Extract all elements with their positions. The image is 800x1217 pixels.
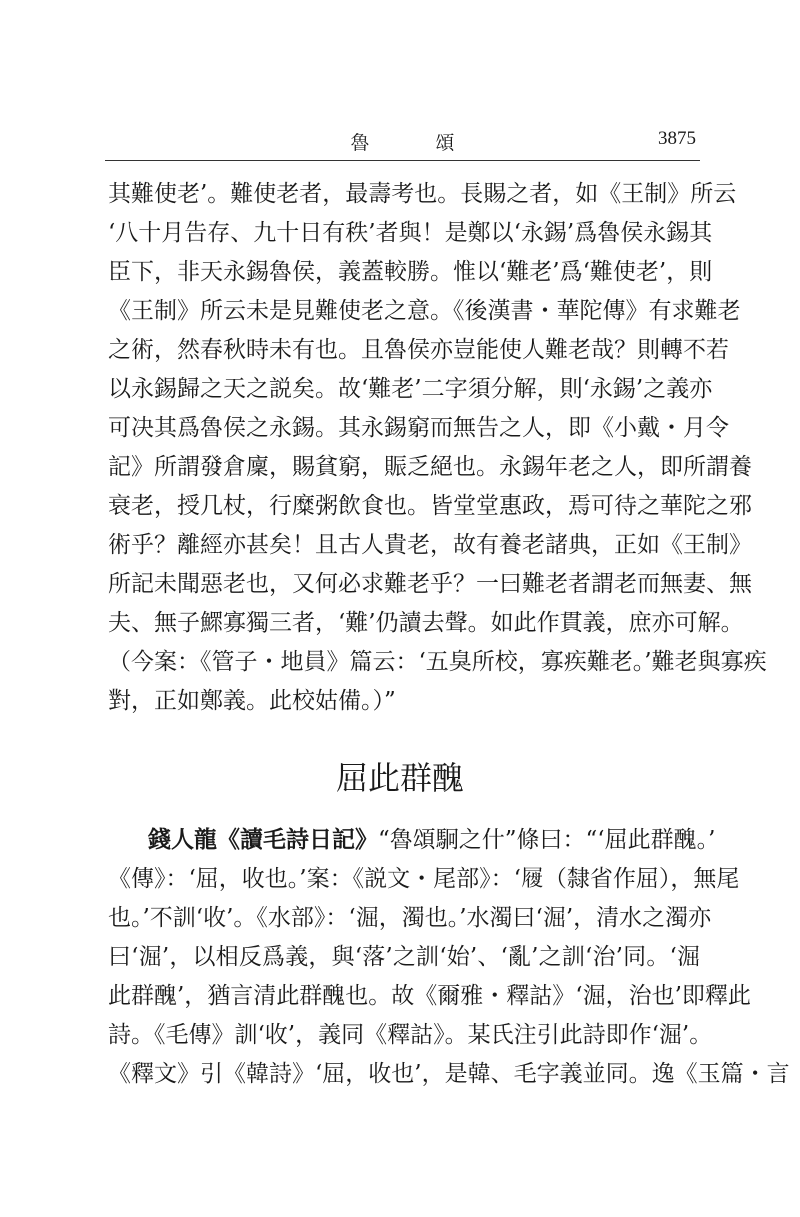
page-header [105,128,700,162]
citation-rest: “魯頌駉之什”條曰：“‘屈此群醜。’ [378,827,716,853]
text-line-first [108,821,716,860]
header-rule [105,160,700,161]
text-line: 之術，然春秋時未有也。且魯侯亦豈能使人難老哉？則轉不若 [108,337,729,363]
running-title: 魯 頌 [350,132,485,154]
text-line: 所記未聞惡老也，又何必求難老乎？一曰難老者謂老而無妻、無 [108,571,752,597]
citation-source: 錢人龍《讀毛詩日記》 [148,827,378,853]
text-block-2 [108,821,790,1094]
text-block-1 [108,175,767,721]
text-line: 詩。《毛傳》訓‘收’，義同《釋詁》。某氏注引此詩即作‘淈’。 [108,1022,713,1048]
section-heading: 屈此群醜 [335,759,464,797]
text-line: ‘八十月告存、九十日有秩’者與！是鄭以‘永錫’爲魯侯永錫其 [108,220,713,246]
text-line: 《王制》所云未是見難使老之意。《後漢書・華陀傳》有求難老 [108,298,741,324]
text-line: 《傳》：‘屈，收也。’案：《説文・尾部》：‘𡳐（隸省作屈），無尾 [108,866,740,892]
text-line: 可决其爲魯侯之永錫。其永錫窮而無告之人，即《小戴・月令 [108,415,729,441]
text-line: 對，正如鄭義。此校姑備。）” [108,688,396,714]
text-line: 夫、無子鰥寡獨三者，‘難’仍讀去聲。如此作貫義，庶亦可解。 [108,610,744,636]
text-line: 也。’不訓‘收’。《水部》：‘淈，濁也。’水濁曰‘淈’，清水之濁亦 [108,905,712,931]
text-line: （今案：《管子・地員》篇云：‘五臭所校，寡疾難老。’難老與寡疾 [108,649,767,675]
text-line: 《釋文》引《韓詩》‘屈，收也’，是韓、毛字義並同。逸《玉篇・言 [108,1061,790,1087]
text-line: 記》所謂發倉廩，賜貧窮，賑乏絕也。永錫年老之人，即所謂養 [108,454,752,480]
text-line: 臣下，非天永錫魯侯，義蓋較勝。惟以‘難老’爲‘難使老’，則 [108,259,713,285]
text-line: 曰‘淈’，以相反爲義，與‘落’之訓‘始’、‘亂’之訓‘治’同。‘淈 [108,944,700,970]
text-line: 術乎？離經亦甚矣！且古人貴老，故有養老諸典，正如《王制》 [108,532,752,558]
text-line: 此群醜’，猶言清此群醜也。故《爾雅・釋詁》‘淈，治也’即釋此 [108,983,751,1009]
page-number: 3875 [658,128,696,149]
text-line: 其難使老’。難使老者，最壽考也。長賜之者，如《王制》所云 [108,181,737,207]
text-line: 衰老，授几杖，行糜粥飲食也。皆堂堂惠政，焉可待之華陀之邪 [108,493,752,519]
text-line: 以永錫歸之天之説矣。故‘難老’二字須分解，則‘永錫’之義亦 [108,376,713,402]
